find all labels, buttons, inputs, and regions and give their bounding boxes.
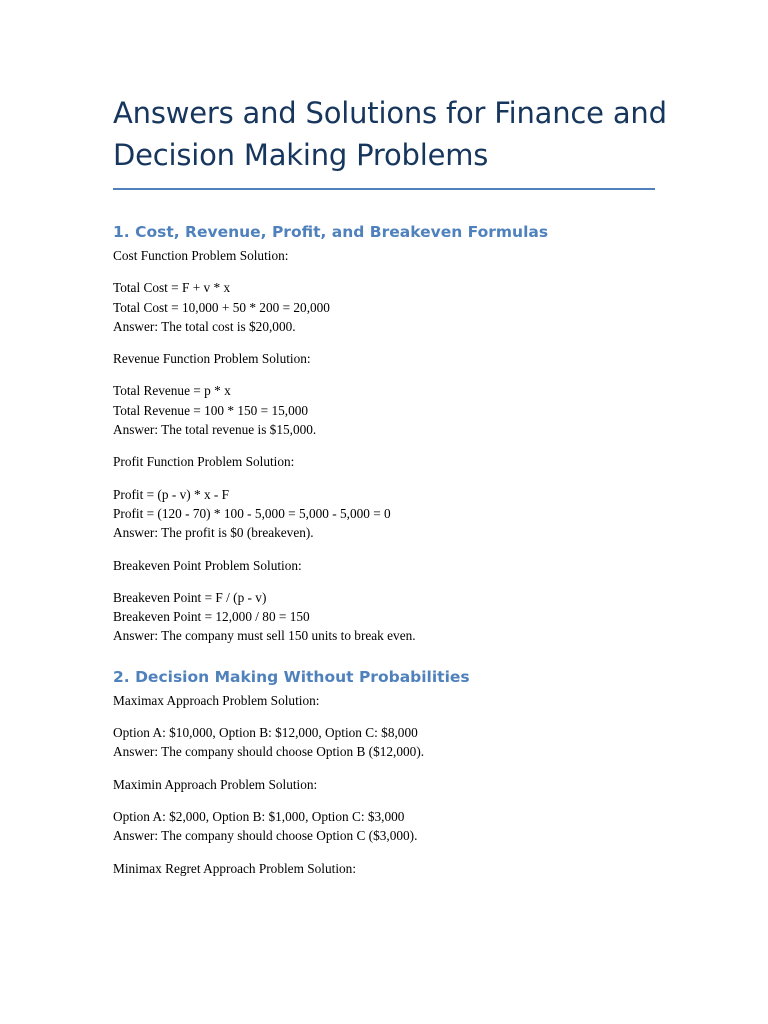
answer-line: Answer: The company should choose Option C ($3,000). [113, 828, 418, 844]
cost-function-solution [113, 278, 655, 336]
solution-line: Total Cost = F + v * x [113, 280, 231, 296]
section-heading-1: 1. Cost, Revenue, Profit, and Breakeven Formulas [113, 223, 549, 241]
cost-function-label: Cost Function Problem Solution: [113, 248, 289, 263]
answer-line: Answer: The total cost is $20,000. [113, 318, 296, 334]
title-line-1: Answers and Solutions for Finance and [113, 96, 667, 130]
solution-line: Option A: $2,000, Option B: $1,000, Option C: $3,000 [113, 808, 405, 824]
answer-line: Answer: The company must sell 150 units to break even. [113, 628, 416, 644]
title-underline [113, 188, 655, 190]
profit-function-solution [113, 485, 655, 543]
document-title [113, 92, 667, 188]
answer-line: Answer: The profit is $0 (breakeven). [113, 525, 314, 541]
maximin-label: Maximin Approach Problem Solution: [113, 776, 318, 792]
document-page [113, 92, 667, 878]
solution-line: Total Cost = 10,000 + 50 * 200 = 20,000 [113, 299, 330, 315]
solution-line: Total Revenue = p * x [113, 383, 231, 399]
solution-line: Option A: $10,000, Option B: $12,000, Option C: $8,000 [113, 725, 418, 741]
revenue-function-solution [113, 381, 655, 439]
maximax-label: Maximax Approach Problem Solution: [113, 692, 320, 708]
section-heading-2: 2. Decision Making Without Probabilities [113, 667, 470, 686]
maximax-solution [113, 723, 655, 762]
title-line-2: Decision Making Problems [113, 138, 489, 172]
breakeven-point-label: Breakeven Point Problem Solution: [113, 557, 302, 573]
solution-line: Breakeven Point = 12,000 / 80 = 150 [113, 609, 310, 625]
solution-line: Total Revenue = 100 * 150 = 15,000 [113, 402, 309, 418]
profit-function-label: Profit Function Problem Solution: [113, 454, 295, 470]
solution-line: Profit = (120 - 70) * 100 - 5,000 = 5,000 - 5,000 = 0 [113, 505, 391, 521]
maximin-solution [113, 807, 655, 846]
answer-line: Answer: The company should choose Option B ($12,000). [113, 744, 425, 760]
minimax-regret-label: Minimax Regret Approach Problem Solution: [113, 860, 357, 876]
solution-line: Profit = (p - v) * x - F [113, 486, 230, 502]
revenue-function-label: Revenue Function Problem Solution: [113, 351, 311, 367]
solution-line: Breakeven Point = F / (p - v) [113, 589, 267, 605]
breakeven-point-solution [113, 588, 655, 646]
answer-line: Answer: The total revenue is $15,000. [113, 422, 317, 438]
